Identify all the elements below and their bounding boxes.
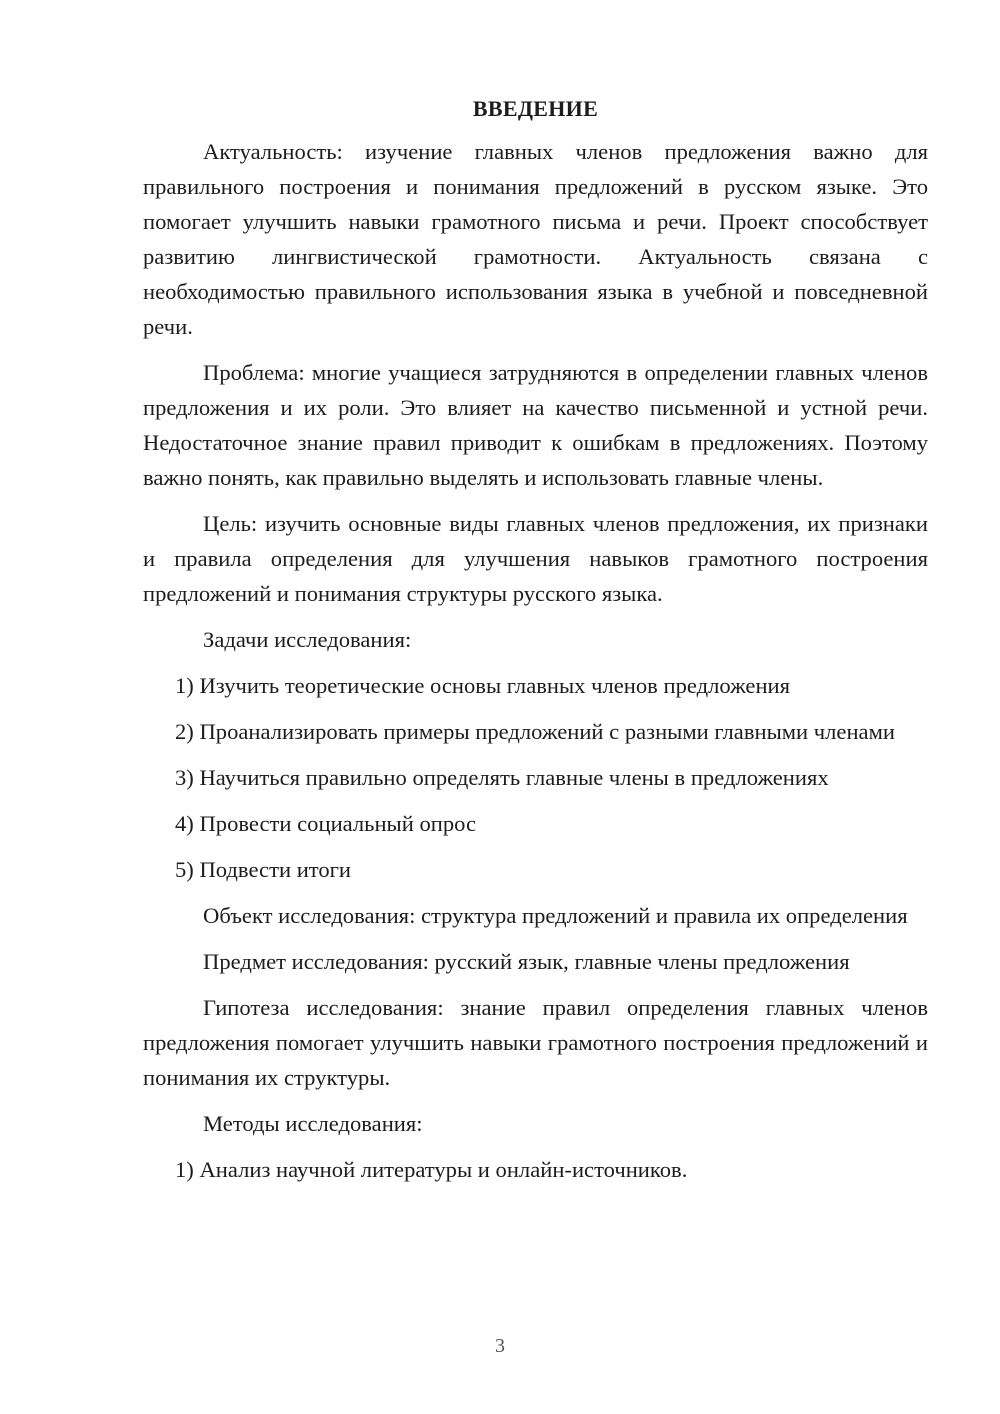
task-item-1: 1) Изучить теоретические основы главных членов предложения — [175, 673, 791, 698]
task-item-4: 4) Провести социальный опрос — [175, 811, 477, 836]
page-number: 3 — [495, 1335, 505, 1357]
tasks-heading: Задачи исследования: — [203, 627, 412, 652]
task-item-3: 3) Научиться правильно определять главные члены в предложениях — [175, 765, 829, 790]
goal-paragraph: Цель: изучить основные виды главных членов предложения, их признаки и правила определения для улучшения навыков грамотного построения предложений и понимания структуры русского языка. — [143, 511, 928, 606]
methods-heading: Методы исследования: — [203, 1111, 423, 1136]
section-title: ВВЕДЕНИЕ — [472, 96, 599, 121]
relevance-paragraph: Актуальность: изучение главных членов предложения важно для правильного построения и понимания предложений в русском языке. Это помогает улучшить навыки грамотного письма и речи. Проект способствует развитию лингвистической грамотности. Актуальность связана с необходимостью правильного использования языка в учебной и повседневной речи. — [143, 139, 928, 339]
page-body — [143, 92, 928, 1198]
problem-paragraph: Проблема: многие учащиеся затрудняются в определении главных членов предложения и их роли. Это влияет на качество письменной и устной речи. Недостаточное знание правил приводит к ошибкам в предложениях. Поэтому важно понять, как правильно выделять и использовать главные члены. — [143, 360, 928, 490]
hypothesis-paragraph: Гипотеза исследования: знание правил определения главных членов предложения помогает улучшить навыки грамотного построения предложений и понимания их структуры. — [143, 995, 928, 1090]
task-item-5: 5) Подвести итоги — [175, 857, 352, 882]
subject-paragraph: Предмет исследования: русский язык, главные члены предложения — [203, 949, 850, 974]
method-item-1: 1) Анализ научной литературы и онлайн-источников. — [175, 1157, 688, 1182]
object-paragraph: Объект исследования: структура предложений и правила их определения — [203, 903, 908, 928]
task-item-2: 2) Проанализировать примеры предложений с разными главными членами — [175, 719, 895, 744]
